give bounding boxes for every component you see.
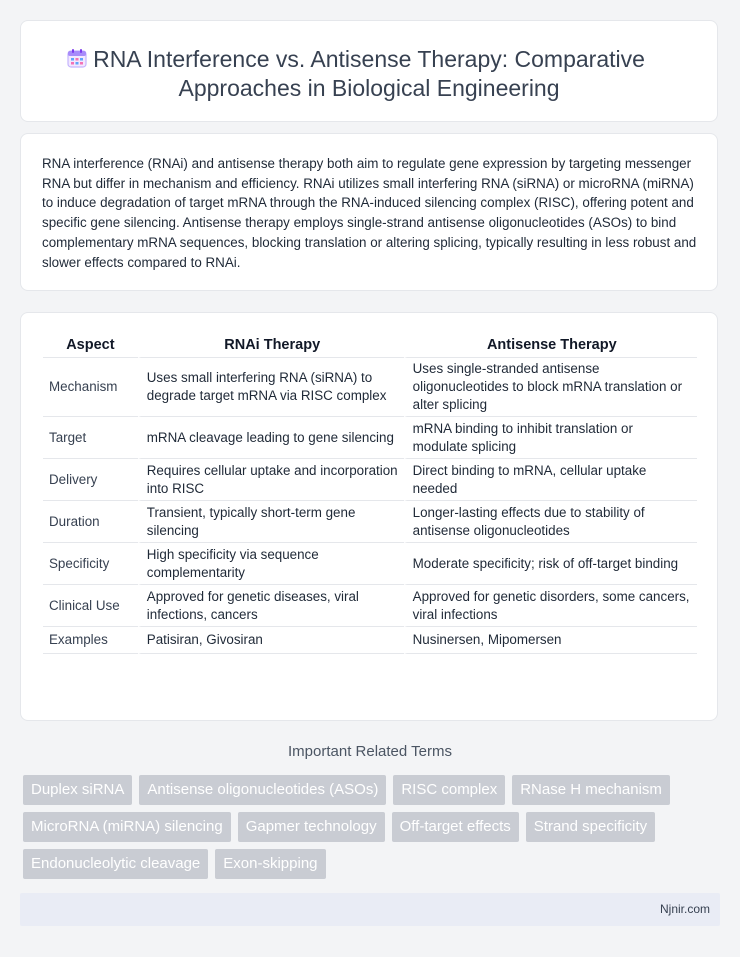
aspect-cell: Examples <box>43 627 138 654</box>
aspect-cell: Duration <box>43 501 138 543</box>
antisense-cell: Uses single-stranded antisense oligonucleotides to block mRNA translation or alter splicing <box>404 358 697 417</box>
title-card <box>20 20 718 122</box>
aspect-cell: Mechanism <box>43 358 138 417</box>
header-aspect: Aspect <box>43 333 138 358</box>
related-tag[interactable]: MicroRNA (miRNA) silencing <box>23 812 231 842</box>
table-row <box>43 358 697 417</box>
related-tag[interactable]: Duplex siRNA <box>23 775 132 805</box>
related-tag[interactable]: RISC complex <box>393 775 505 805</box>
related-tag[interactable]: Strand specificity <box>526 812 655 842</box>
comparison-card <box>20 312 718 721</box>
antisense-cell: Longer-lasting effects due to stability of antisense oligonucleotides <box>404 501 697 543</box>
table-row <box>43 417 697 459</box>
table-header-row <box>43 333 697 358</box>
footer <box>20 893 720 926</box>
comparison-table <box>43 333 697 654</box>
related-terms-list <box>23 775 713 886</box>
antisense-cell: Moderate specificity; risk of off-target binding <box>404 543 697 585</box>
related-tag[interactable]: Off-target effects <box>392 812 519 842</box>
rnai-cell: Patisiran, Givosiran <box>138 627 404 654</box>
related-tag[interactable]: Gapmer technology <box>238 812 385 842</box>
aspect-cell: Target <box>43 417 138 459</box>
rnai-cell: Transient, typically short-term gene silencing <box>138 501 404 543</box>
footer-site-link[interactable]: Njnir.com <box>659 902 710 916</box>
table-row <box>43 459 697 501</box>
related-tag[interactable]: Antisense oligonucleotides (ASOs) <box>139 775 386 805</box>
rnai-cell: Approved for genetic diseases, viral infections, cancers <box>138 585 404 627</box>
antisense-cell: Direct binding to mRNA, cellular uptake needed <box>404 459 697 501</box>
intro-paragraph: RNA interference (RNAi) and antisense therapy both aim to regulate gene expression by targeting messenger RNA but differ in mechanism and efficiency. RNAi utilizes small interfering RNA (siRNA) or microRNA (miRNA) to induce degradation of target mRNA through the RNA-induced silencing complex (RISC), offering potent and specific gene silencing. Antisense therapy employs single-strand antisense oligonucleotides (ASOs) to bind complementary mRNA sequences, blocking translation or altering splicing, typically resulting in less robust and slower effects compared to RNAi. <box>42 156 697 270</box>
aspect-cell: Clinical Use <box>43 585 138 627</box>
related-terms-heading: Important Related Terms <box>288 743 452 760</box>
aspect-cell: Specificity <box>43 543 138 585</box>
related-tag[interactable]: Endonucleolytic cleavage <box>23 849 208 879</box>
aspect-cell: Delivery <box>43 459 138 501</box>
antisense-cell: mRNA binding to inhibit translation or modulate splicing <box>404 417 697 459</box>
intro-card <box>20 133 718 291</box>
table-row <box>43 543 697 585</box>
table-row <box>43 627 697 654</box>
table-row <box>43 585 697 627</box>
table-row <box>43 501 697 543</box>
rnai-cell: Requires cellular uptake and incorporation into RISC <box>138 459 404 501</box>
rnai-cell: mRNA cleavage leading to gene silencing <box>138 417 404 459</box>
header-antisense: Antisense Therapy <box>404 333 697 358</box>
header-rnai: RNAi Therapy <box>138 333 404 358</box>
page-title: RNA Interference vs. Antisense Therapy: Comparative Approaches in Biological Engineering <box>93 46 645 101</box>
rnai-cell: Uses small interfering RNA (siRNA) to degrade target mRNA via RISC complex <box>138 358 404 417</box>
antisense-cell: Nusinersen, Mipomersen <box>404 627 697 654</box>
related-tag[interactable]: Exon-skipping <box>215 849 325 879</box>
related-tag[interactable]: RNase H mechanism <box>512 775 670 805</box>
rnai-cell: High specificity via sequence complementarity <box>138 543 404 585</box>
antisense-cell: Approved for genetic disorders, some cancers, viral infections <box>404 585 697 627</box>
